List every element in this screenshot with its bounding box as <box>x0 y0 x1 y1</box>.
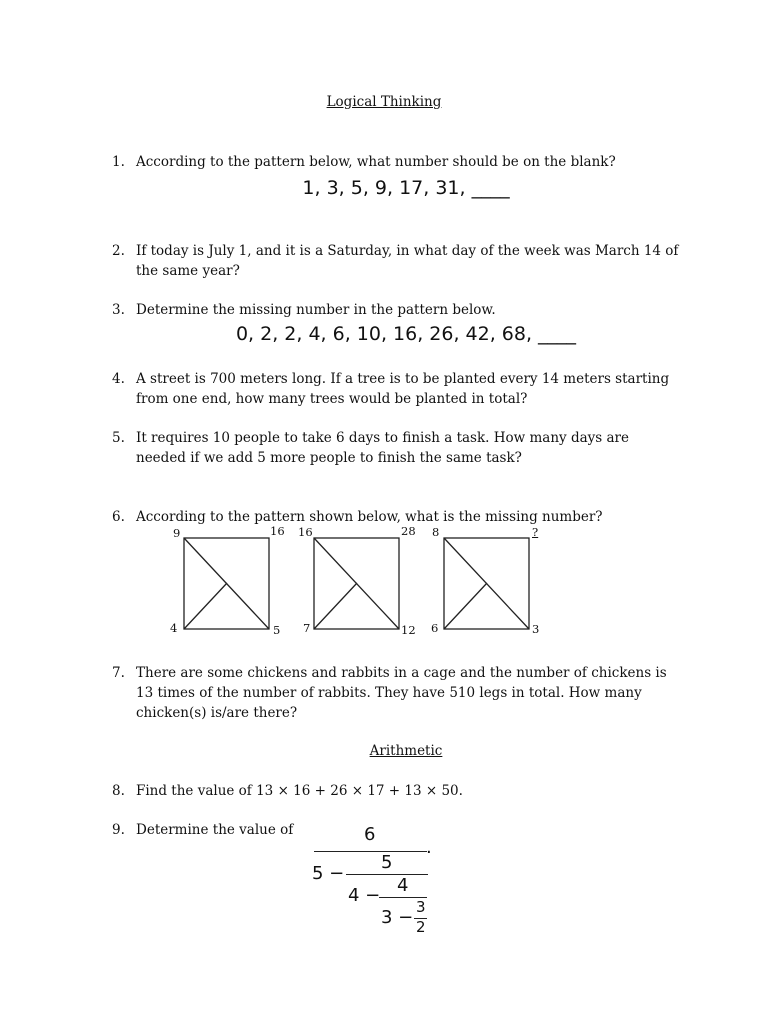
question-number: 3. <box>112 302 125 318</box>
number-pattern: 1, 3, 5, 9, 17, 31, ____ <box>302 177 510 199</box>
corner-number-top-right: 16 <box>270 524 285 538</box>
corner-number-bottom-left: 7 <box>303 621 311 635</box>
corner-number-bottom-right: 5 <box>273 623 281 637</box>
question-number: 6. <box>112 509 125 525</box>
section-heading-arithmetic: Arithmetic <box>369 743 443 759</box>
question-text: Determine the missing number in the pattern below. <box>136 302 496 318</box>
corner-number-bottom-left: 4 <box>170 621 178 635</box>
corner-number-bottom-left: 6 <box>431 621 439 635</box>
question-number: 2. <box>112 243 125 259</box>
question-number: 7. <box>112 665 125 681</box>
number-pattern: 0, 2, 2, 4, 6, 10, 16, 26, 42, 68, ____ <box>235 323 577 345</box>
corner-number-bottom-right: 3 <box>532 622 540 636</box>
question-number: 5. <box>112 430 125 446</box>
question-text: Determine the value of <box>136 822 294 838</box>
question-text: It requires 10 people to take 6 days to finish a task. How many days are needed if we add 5 more people to finish the same task? <box>136 430 629 466</box>
fraction-term: 3 − <box>381 907 414 928</box>
question-text: According to the pattern shown below, what is the missing number? <box>136 509 603 525</box>
pattern-figure-3 <box>428 524 553 639</box>
fraction-numerator: 5 <box>381 852 393 873</box>
fraction-bar <box>346 874 428 875</box>
corner-number-top-left: 16 <box>298 525 313 539</box>
question-number: 1. <box>112 154 125 170</box>
corner-number-top-left: 9 <box>173 526 181 540</box>
fraction-numerator: 6 <box>364 824 376 845</box>
question-text: If today is July 1, and it is a Saturday, in what day of the week was March 14 of the same year? <box>136 243 679 279</box>
square-diagram <box>298 524 423 639</box>
question-text: There are some chickens and rabbits in a cage and the number of chickens is 13 times of the number of rabbits. They have 510 legs in total. How many chicken(s) is/are there? <box>136 665 667 721</box>
question-number: 9. <box>112 822 125 838</box>
question-text: Find the value of 13 × 16 + 26 × 17 + 13 × 50. <box>136 783 463 799</box>
fraction-term: 5 − <box>312 863 345 884</box>
fraction-numerator: 3 <box>416 898 426 916</box>
corner-number-top-right: 28 <box>401 524 416 538</box>
question-text: According to the pattern below, what number should be on the blank? <box>136 154 616 170</box>
fraction-numerator: 4 <box>397 875 409 896</box>
corner-number-top-left: 8 <box>432 525 440 539</box>
pattern-figure-2 <box>298 524 423 639</box>
fraction-denominator: 2 <box>416 918 426 936</box>
square-diagram <box>170 524 290 639</box>
fraction-period: . <box>426 837 432 858</box>
fraction-bar <box>314 851 427 852</box>
question-number: 4. <box>112 371 125 387</box>
question-number: 8. <box>112 783 125 799</box>
corner-number-bottom-right: 12 <box>401 623 416 637</box>
pattern-figure-1 <box>170 524 290 639</box>
corner-number-top-right: ? <box>532 525 539 539</box>
fraction-term: 4 − <box>348 885 381 906</box>
question-text: A street is 700 meters long. If a tree is to be planted every 14 meters starting from one end, how many trees would be planted in total? <box>136 371 670 407</box>
section-heading-logical: Logical Thinking <box>326 94 442 110</box>
continued-fraction <box>300 820 450 940</box>
